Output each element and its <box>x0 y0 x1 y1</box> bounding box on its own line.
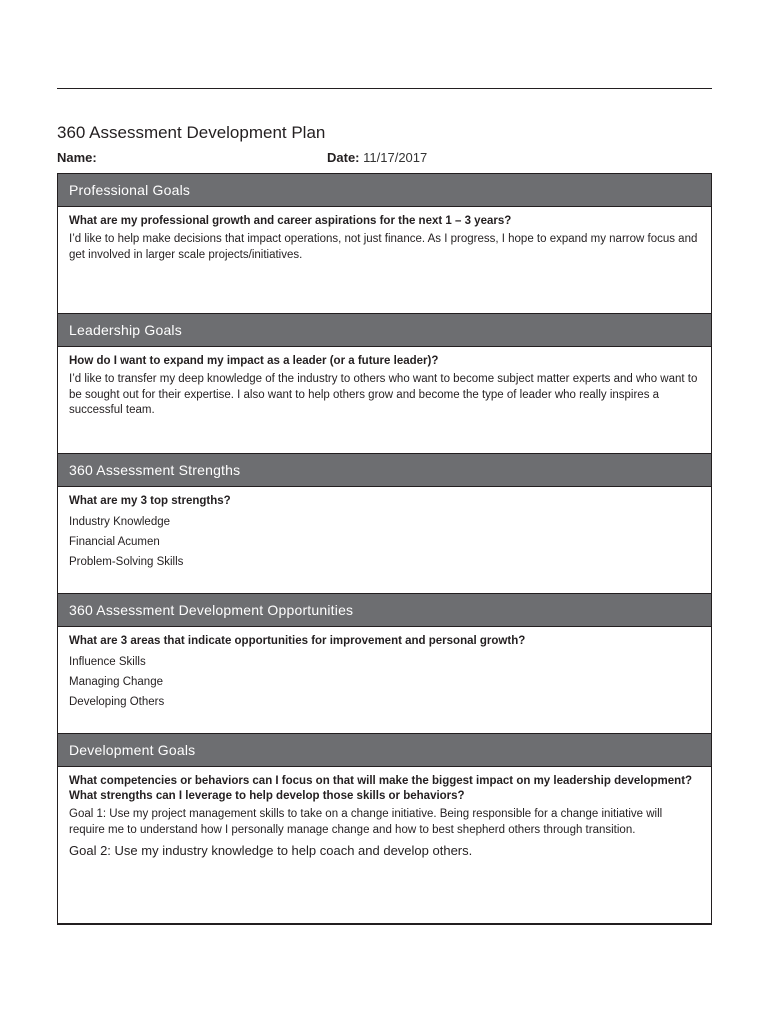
goal-1: Goal 1: Use my project management skills to take on a change initiative. Being responsible for a change initiative will require me to understand how I personally manage change and how to best shepherd others through transition. <box>69 808 663 836</box>
opportunity-item: Developing Others <box>69 696 165 708</box>
section-question: What are my 3 top strengths? <box>69 495 231 507</box>
section-question: What are 3 areas that indicate opportunities for improvement and personal growth? <box>69 635 526 647</box>
section-answer: I’d like to transfer my deep knowledge of the industry to others who want to become subject matter experts and who want to be sought out for their expertise. I also want to help others grow and become the type of leader who really inspires a successful team. <box>69 373 698 416</box>
opportunity-item: Influence Skills <box>69 656 146 668</box>
top-divider <box>57 88 712 89</box>
page-title: 360 Assessment Development Plan <box>57 123 326 142</box>
section-professional-goals <box>58 174 711 314</box>
section-body <box>58 487 711 594</box>
section-body <box>58 207 711 314</box>
section-body <box>58 347 711 454</box>
name-field <box>57 150 97 166</box>
section-development-goals <box>58 734 711 923</box>
section-header: 360 Assessment Development Opportunities <box>58 594 711 627</box>
section-development-opportunities <box>58 594 711 734</box>
section-header: Development Goals <box>58 734 711 767</box>
section-header: 360 Assessment Strengths <box>58 454 711 487</box>
strength-item: Industry Knowledge <box>69 516 171 528</box>
section-body <box>58 627 711 734</box>
strength-item: Financial Acumen <box>69 536 160 548</box>
section-question: What are my professional growth and career aspirations for the next 1 – 3 years? <box>69 215 512 227</box>
date-value: 11/17/2017 <box>363 150 428 165</box>
section-question: How do I want to expand my impact as a leader (or a future leader)? <box>69 355 439 367</box>
strength-item: Problem-Solving Skills <box>69 556 184 568</box>
goal-2: Goal 2: Use my industry knowledge to help coach and develop others. <box>69 843 473 858</box>
section-header: Leadership Goals <box>58 314 711 347</box>
section-header: Professional Goals <box>58 174 711 207</box>
section-answer: I’d like to help make decisions that impact operations, not just finance. As I progress, I hope to expand my narrow focus and get involved in larger scale projects/initiatives. <box>69 233 698 261</box>
development-plan-table <box>57 173 712 925</box>
name-label: Name: <box>57 150 97 165</box>
section-strengths <box>58 454 711 594</box>
section-question: What competencies or behaviors can I focus on that will make the biggest impact on my leadership development? What strengths can I leverage to help develop those skills or behaviors? <box>69 775 693 802</box>
section-leadership-goals <box>58 314 711 454</box>
opportunity-item: Managing Change <box>69 676 163 688</box>
date-field <box>327 150 427 166</box>
date-label: Date: <box>327 150 360 165</box>
section-body <box>58 767 711 923</box>
